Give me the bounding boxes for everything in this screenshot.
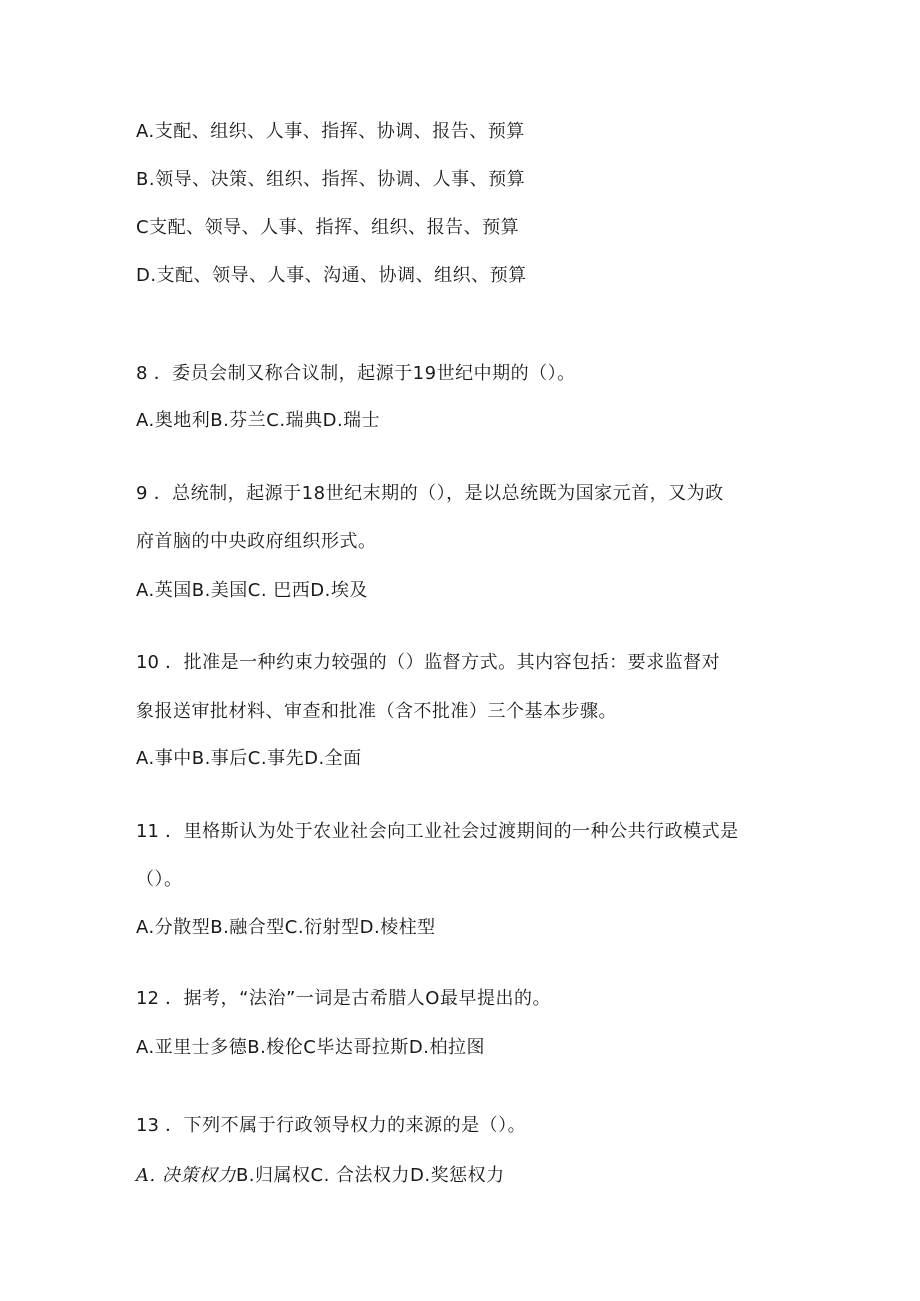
question-11-stem-cont: （）。	[136, 869, 183, 890]
question-number: 12	[136, 988, 159, 1009]
question-8-options: A.奥地利B.芬兰C.瑞典D.瑞士	[136, 410, 381, 431]
question-text: ．总统制，起源于18世纪末期的（），是以总统既为国家元首，又为政	[153, 483, 724, 504]
option-line: D.支配、领导、人事、沟通、协调、组织、预算	[136, 265, 527, 286]
question-9-options: A.英国B.美国C. 巴西D.埃及	[136, 580, 368, 601]
remaining-options: B.归属权C. 合法权力D.奖惩权力	[235, 1165, 505, 1186]
question-9-stem	[136, 482, 724, 506]
option-line: B.领导、决策、组织、指挥、协调、人事、预算	[136, 169, 526, 190]
question-number: 10	[136, 652, 159, 673]
option-line: A.支配、组织、人事、指挥、协调、报告、预算	[136, 121, 525, 142]
question-text: ．里格斯认为处于农业社会向工业社会过渡期间的一种公共行政模式是	[165, 821, 739, 842]
question-9-stem-cont: 府首脑的中央政府组织形式。	[136, 531, 377, 552]
question-text: ．批准是一种约束力较强的（）监督方式。其内容包括：要求监督对	[165, 652, 721, 673]
question-11-options: A.分散型B.融合型C.衍射型D.棱柱型	[136, 917, 436, 938]
question-10-options: A.事中B.事后C.事先D.全面	[136, 748, 362, 769]
question-12-options: A.亚里士多德B.梭伦C毕达哥拉斯D.柏拉图	[136, 1037, 485, 1058]
question-number: 8	[136, 363, 148, 384]
question-11-stem	[136, 820, 739, 844]
question-12-stem	[136, 987, 551, 1011]
option-line: C支配、领导、人事、指挥、组织、报告、预算	[136, 217, 520, 238]
question-number: 11	[136, 821, 159, 842]
question-13-options	[136, 1164, 505, 1188]
question-number: 13	[136, 1115, 159, 1136]
question-10-stem	[136, 651, 720, 675]
question-number: 9	[136, 483, 148, 504]
option-a-italic: A. 决策权力	[136, 1165, 236, 1186]
question-text: ．下列不属于行政领导权力的来源的是（）。	[165, 1115, 527, 1136]
question-10-stem-cont: 象报送审批材料、审查和批准（含不批准）三个基本步骤。	[136, 701, 617, 722]
question-13-stem	[136, 1114, 526, 1138]
question-8-stem	[136, 362, 576, 386]
question-text: ．委员会制又称合议制，起源于19世纪中期的（）。	[153, 363, 576, 384]
question-text: ．据考，“法治”一词是古希腊人O最早提出的。	[165, 988, 551, 1009]
